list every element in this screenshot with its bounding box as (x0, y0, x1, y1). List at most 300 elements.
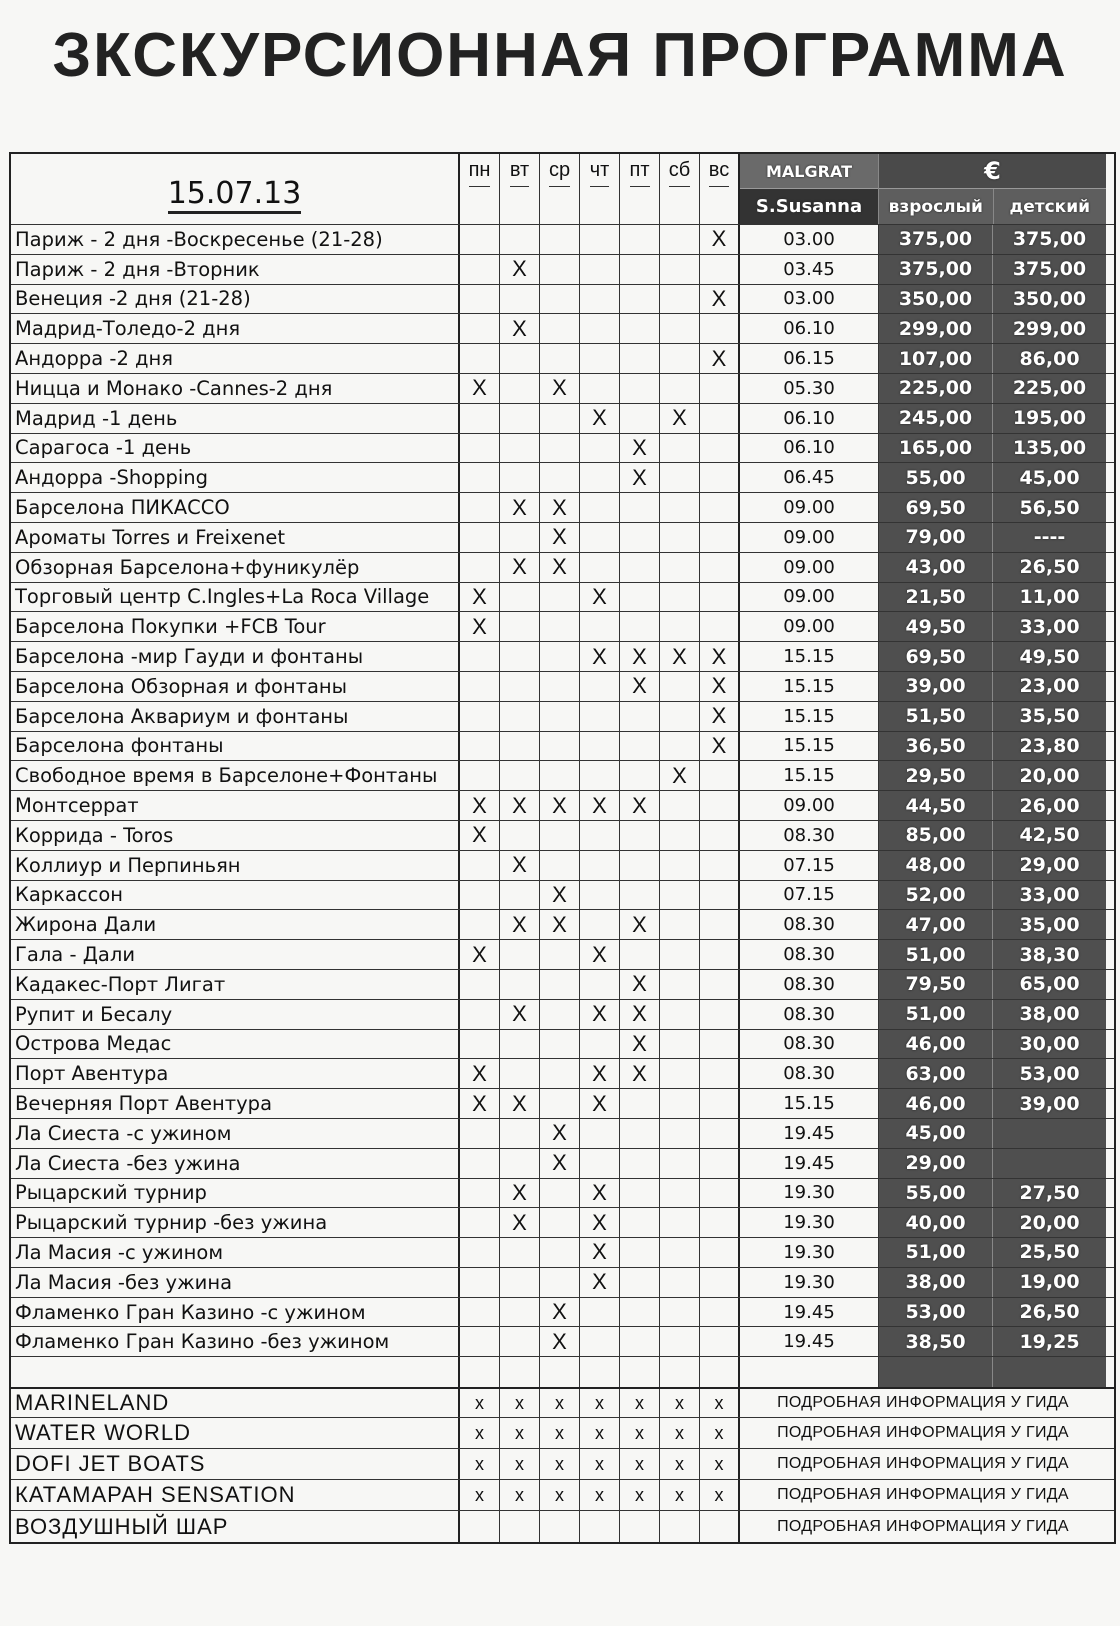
excursion-name: Острова Медас (11, 1030, 460, 1059)
day-mark (700, 1179, 740, 1208)
departure-time: 19.45 (740, 1298, 879, 1327)
day-mark (660, 255, 700, 284)
day-mark (460, 1327, 500, 1356)
excursion-name: Обзорная Барселона+фуникулёр (11, 553, 460, 582)
adult-price: 55,00 (879, 463, 993, 492)
day-mark (580, 1119, 620, 1148)
day-mark (460, 642, 500, 671)
day-mark (460, 761, 500, 790)
day-mark (700, 851, 740, 880)
day-mark: X (540, 374, 580, 403)
info-note: ПОДРОБНАЯ ИНФОРМАЦИЯ У ГИДА (777, 1517, 1069, 1535)
day-label: вс (709, 154, 729, 187)
day-mark: X (580, 1268, 620, 1297)
table-row (11, 434, 1114, 464)
adult-price: 350,00 (879, 285, 993, 314)
day-mark (580, 463, 620, 492)
table-row (11, 1059, 1114, 1089)
day-mark: X (700, 732, 740, 761)
day-mark (540, 314, 580, 343)
day-mark (540, 940, 580, 969)
day-mark: X (660, 642, 700, 671)
departure-time: 15.15 (740, 761, 879, 790)
excursion-name: Рыцарский турнир (11, 1179, 460, 1208)
adult-price: 39,00 (879, 672, 993, 701)
departure-time: 15.15 (740, 642, 879, 671)
table-row (11, 1208, 1114, 1238)
child-price: 20,00 (993, 761, 1106, 790)
day-mark (700, 463, 740, 492)
day-mark (460, 702, 500, 731)
child-price: 20,00 (993, 1208, 1106, 1237)
day-mark (660, 1208, 700, 1237)
day-mark (500, 1059, 540, 1088)
day-mark (580, 910, 620, 939)
day-mark (660, 1030, 700, 1059)
day-mark: X (580, 642, 620, 671)
day-mark (460, 553, 500, 582)
day-mark: x (700, 1389, 740, 1417)
day-mark (620, 612, 660, 641)
day-mark (700, 1327, 740, 1356)
day-header (700, 154, 740, 224)
day-mark (660, 612, 700, 641)
excursion-name: Мадрид-Толедо-2 дня (11, 314, 460, 343)
day-mark: X (580, 791, 620, 820)
adult-price: 63,00 (879, 1059, 993, 1088)
day-mark (540, 821, 580, 850)
day-mark: X (580, 1000, 620, 1029)
departure-time: 06.10 (740, 314, 879, 343)
table-row (11, 583, 1114, 613)
day-header (580, 154, 620, 224)
day-mark (540, 732, 580, 761)
attraction-row (11, 1480, 1114, 1511)
day-mark (460, 255, 500, 284)
child-price: 33,00 (993, 881, 1106, 910)
table-row (11, 225, 1114, 255)
day-mark (700, 910, 740, 939)
day-mark (660, 434, 700, 463)
table-row (11, 881, 1114, 911)
day-mark (460, 463, 500, 492)
day-mark (660, 732, 700, 761)
day-mark (660, 970, 700, 999)
day-mark: x (460, 1449, 500, 1479)
day-mark (460, 1238, 500, 1267)
day-mark (700, 1238, 740, 1267)
day-mark (660, 910, 700, 939)
day-mark (500, 404, 540, 433)
child-price: 53,00 (993, 1059, 1106, 1088)
day-mark (540, 1000, 580, 1029)
child-price: 42,50 (993, 821, 1106, 850)
child-price: 27,50 (993, 1179, 1106, 1208)
child-price: 26,50 (993, 1298, 1106, 1327)
day-mark (660, 344, 700, 373)
day-mark: x (660, 1480, 700, 1510)
day-mark (460, 910, 500, 939)
day-mark (580, 881, 620, 910)
departure-time: 08.30 (740, 1059, 879, 1088)
day-mark (700, 404, 740, 433)
day-mark (700, 434, 740, 463)
table-row (11, 1238, 1114, 1268)
day-mark (660, 1511, 700, 1542)
day-mark (580, 732, 620, 761)
day-mark: X (500, 1000, 540, 1029)
day-mark (580, 285, 620, 314)
adult-price: 53,00 (879, 1298, 993, 1327)
day-mark (700, 1511, 740, 1542)
attraction-row (11, 1418, 1114, 1449)
day-mark: x (460, 1389, 500, 1417)
day-mark (700, 583, 740, 612)
day-mark: X (540, 791, 580, 820)
table-row (11, 910, 1114, 940)
day-mark: X (460, 940, 500, 969)
day-mark: x (500, 1418, 540, 1448)
day-mark: X (460, 583, 500, 612)
table-row (11, 493, 1114, 523)
day-mark (500, 970, 540, 999)
day-mark (660, 1149, 700, 1178)
day-mark (660, 1179, 700, 1208)
adult-price: 299,00 (879, 314, 993, 343)
excursion-table (9, 152, 1116, 1544)
departure-time: 08.30 (740, 821, 879, 850)
day-mark (660, 493, 700, 522)
adult-price: 245,00 (879, 404, 993, 433)
departure-time: 03.45 (740, 255, 879, 284)
child-price: 375,00 (993, 225, 1106, 254)
day-mark (700, 1149, 740, 1178)
excursion-name: Барселона Покупки +FCB Tour (11, 612, 460, 641)
day-mark: X (540, 493, 580, 522)
attraction-name: MARINELAND (11, 1389, 460, 1417)
day-mark: X (540, 881, 580, 910)
day-mark: X (660, 404, 700, 433)
excursion-name: Барселона Обзорная и фонтаны (11, 672, 460, 701)
day-mark (620, 374, 660, 403)
day-mark: X (660, 761, 700, 790)
adult-price: 51,50 (879, 702, 993, 731)
day-mark (660, 285, 700, 314)
adult-price: 85,00 (879, 821, 993, 850)
day-mark: X (460, 821, 500, 850)
departure-time: 06.15 (740, 344, 879, 373)
day-mark (660, 374, 700, 403)
day-mark (660, 881, 700, 910)
excursion-name: Барселона ПИКАССО (11, 493, 460, 522)
date-cell (11, 154, 460, 224)
day-mark: x (580, 1449, 620, 1479)
day-mark (500, 881, 540, 910)
day-mark (660, 1089, 700, 1118)
day-mark (660, 1268, 700, 1297)
departure-time: 06.10 (740, 434, 879, 463)
day-mark: X (500, 1179, 540, 1208)
day-mark: X (500, 553, 540, 582)
day-mark (500, 940, 540, 969)
departure-time: 09.00 (740, 493, 879, 522)
day-mark (700, 553, 740, 582)
day-mark (580, 434, 620, 463)
day-mark (540, 851, 580, 880)
adult-price: 51,00 (879, 1238, 993, 1267)
table-row (11, 553, 1114, 583)
day-mark: X (580, 583, 620, 612)
child-price: 65,00 (993, 970, 1106, 999)
day-mark: X (620, 642, 660, 671)
day-mark (700, 1030, 740, 1059)
day-mark (580, 553, 620, 582)
day-mark (620, 314, 660, 343)
day-header (620, 154, 660, 224)
day-mark: x (700, 1480, 740, 1510)
day-mark (660, 314, 700, 343)
day-mark: X (500, 1208, 540, 1237)
child-price (993, 1119, 1106, 1148)
day-mark (620, 285, 660, 314)
departure-time: 19.30 (740, 1238, 879, 1267)
day-mark (460, 881, 500, 910)
adult-price: 51,00 (879, 1000, 993, 1029)
day-mark: X (700, 672, 740, 701)
day-mark (700, 493, 740, 522)
date-label: 15.07.13 (168, 177, 302, 214)
day-mark: x (540, 1480, 580, 1510)
adult-price: 165,00 (879, 434, 993, 463)
table-row (11, 1149, 1114, 1179)
day-mark: X (620, 434, 660, 463)
departure-time: 08.30 (740, 1030, 879, 1059)
day-mark: x (460, 1480, 500, 1510)
adult-price: 29,50 (879, 761, 993, 790)
adult-price: 79,50 (879, 970, 993, 999)
day-mark (700, 314, 740, 343)
day-mark (540, 1208, 580, 1237)
info-note: ПОДРОБНАЯ ИНФОРМАЦИЯ У ГИДА (777, 1455, 1069, 1473)
child-price: 19,25 (993, 1327, 1106, 1356)
day-label: сб (669, 154, 690, 187)
day-mark (500, 702, 540, 731)
day-mark (580, 851, 620, 880)
day-mark (660, 553, 700, 582)
table-row (11, 761, 1114, 791)
day-mark (620, 1268, 660, 1297)
adult-price: 69,50 (879, 642, 993, 671)
day-mark (660, 851, 700, 880)
excursion-name: Париж - 2 дня -Воскресенье (21-28) (11, 225, 460, 254)
day-mark (500, 761, 540, 790)
day-mark (580, 255, 620, 284)
table-row (11, 821, 1114, 851)
day-mark (500, 1149, 540, 1178)
day-mark (540, 583, 580, 612)
day-mark (500, 434, 540, 463)
day-mark: X (540, 1149, 580, 1178)
day-mark: X (580, 1059, 620, 1088)
day-mark (580, 523, 620, 552)
excursion-name: Ла Масия -без ужина (11, 1268, 460, 1297)
day-mark (660, 1059, 700, 1088)
day-mark (500, 672, 540, 701)
excursion-name: Барселона фонтаны (11, 732, 460, 761)
day-mark (700, 970, 740, 999)
day-mark: x (580, 1480, 620, 1510)
adult-price: 47,00 (879, 910, 993, 939)
day-mark (580, 1149, 620, 1178)
day-mark (700, 761, 740, 790)
excursion-name: Сарагоса -1 день (11, 434, 460, 463)
day-header (660, 154, 700, 224)
day-mark (540, 255, 580, 284)
day-mark: X (580, 940, 620, 969)
day-mark (660, 702, 700, 731)
day-mark: X (580, 1208, 620, 1237)
adult-price: 375,00 (879, 255, 993, 284)
excursion-name: Барселона -мир Гауди и фонтаны (11, 642, 460, 671)
departure-time: 19.30 (740, 1268, 879, 1297)
table-row (11, 940, 1114, 970)
departure-time: 15.15 (740, 702, 879, 731)
day-mark: X (700, 344, 740, 373)
day-header (460, 154, 500, 224)
page-title: ЗКСКУРСИОННАЯ ПРОГРАММА (52, 21, 1068, 90)
day-mark (460, 1208, 500, 1237)
day-mark (700, 523, 740, 552)
day-mark (540, 404, 580, 433)
child-price: 23,80 (993, 732, 1106, 761)
adult-price: 79,00 (879, 523, 993, 552)
day-mark: X (460, 612, 500, 641)
departure-time: 19.45 (740, 1149, 879, 1178)
day-mark (460, 285, 500, 314)
day-mark (700, 612, 740, 641)
adult-price: 69,50 (879, 493, 993, 522)
table-row (11, 1030, 1114, 1060)
adult-price: 49,50 (879, 612, 993, 641)
day-mark (540, 1238, 580, 1267)
excursion-name: Коррида - Toros (11, 821, 460, 850)
day-mark (620, 821, 660, 850)
day-mark: x (540, 1389, 580, 1417)
day-mark (460, 1000, 500, 1029)
day-mark (500, 642, 540, 671)
day-mark: X (500, 1089, 540, 1118)
day-mark (540, 1179, 580, 1208)
day-mark: x (620, 1389, 660, 1417)
day-mark: X (460, 1089, 500, 1118)
excursion-name: Свободное время в Барселоне+Фонтаны (11, 761, 460, 790)
excursion-name: Рыцарский турнир -без ужина (11, 1208, 460, 1237)
adult-price: 36,50 (879, 732, 993, 761)
day-mark: X (540, 1298, 580, 1327)
adult-price: 40,00 (879, 1208, 993, 1237)
day-mark (460, 314, 500, 343)
day-mark (500, 225, 540, 254)
day-mark: X (620, 970, 660, 999)
departure-time: 19.45 (740, 1327, 879, 1356)
day-mark (620, 404, 660, 433)
day-mark: x (620, 1418, 660, 1448)
departure-time: 09.00 (740, 523, 879, 552)
day-mark: X (460, 374, 500, 403)
day-mark: X (620, 791, 660, 820)
day-mark (460, 851, 500, 880)
child-price: 33,00 (993, 612, 1106, 641)
currency-label: € (879, 154, 1106, 189)
day-mark: x (660, 1389, 700, 1417)
day-mark (460, 493, 500, 522)
day-mark (500, 1238, 540, 1267)
day-mark: X (500, 314, 540, 343)
table-row (11, 285, 1114, 315)
adult-price: 375,00 (879, 225, 993, 254)
departure-time: 03.00 (740, 285, 879, 314)
day-mark (580, 314, 620, 343)
departure-time: 19.45 (740, 1119, 879, 1148)
day-mark (700, 791, 740, 820)
day-mark (500, 1030, 540, 1059)
day-mark (620, 851, 660, 880)
adult-price: 43,00 (879, 553, 993, 582)
table-header (11, 154, 1114, 225)
departure-time: 06.10 (740, 404, 879, 433)
day-mark (540, 761, 580, 790)
excursion-name: Ла Сиеста -с ужином (11, 1119, 460, 1148)
child-price: 135,00 (993, 434, 1106, 463)
day-mark (500, 1268, 540, 1297)
table-row (11, 1179, 1114, 1209)
day-mark (500, 344, 540, 373)
day-mark: X (540, 1119, 580, 1148)
attraction-row (11, 1387, 1114, 1418)
day-mark: x (660, 1418, 700, 1448)
day-mark (700, 255, 740, 284)
day-mark (540, 344, 580, 373)
day-mark: X (700, 225, 740, 254)
attraction-row (11, 1511, 1114, 1542)
day-mark (460, 970, 500, 999)
departure-susanna: S.Susanna (740, 189, 878, 224)
excursion-name: Коллиур и Перпиньян (11, 851, 460, 880)
child-price: 39,00 (993, 1089, 1106, 1118)
adult-price: 51,00 (879, 940, 993, 969)
day-mark (700, 821, 740, 850)
departure-time: 09.00 (740, 553, 879, 582)
day-mark (500, 821, 540, 850)
day-mark (580, 1030, 620, 1059)
departure-time: 08.30 (740, 940, 879, 969)
day-mark (540, 434, 580, 463)
departure-time: 03.00 (740, 225, 879, 254)
day-mark (620, 1179, 660, 1208)
day-mark (700, 1119, 740, 1148)
table-row (11, 702, 1114, 732)
day-mark (620, 1149, 660, 1178)
child-price: 11,00 (993, 583, 1106, 612)
adult-price-header: взрослый (879, 189, 994, 224)
day-mark (660, 463, 700, 492)
day-mark (580, 344, 620, 373)
day-mark: X (620, 1000, 660, 1029)
day-mark (580, 702, 620, 731)
adult-price: 45,00 (879, 1119, 993, 1148)
day-mark: x (540, 1418, 580, 1448)
child-price (993, 1149, 1106, 1178)
